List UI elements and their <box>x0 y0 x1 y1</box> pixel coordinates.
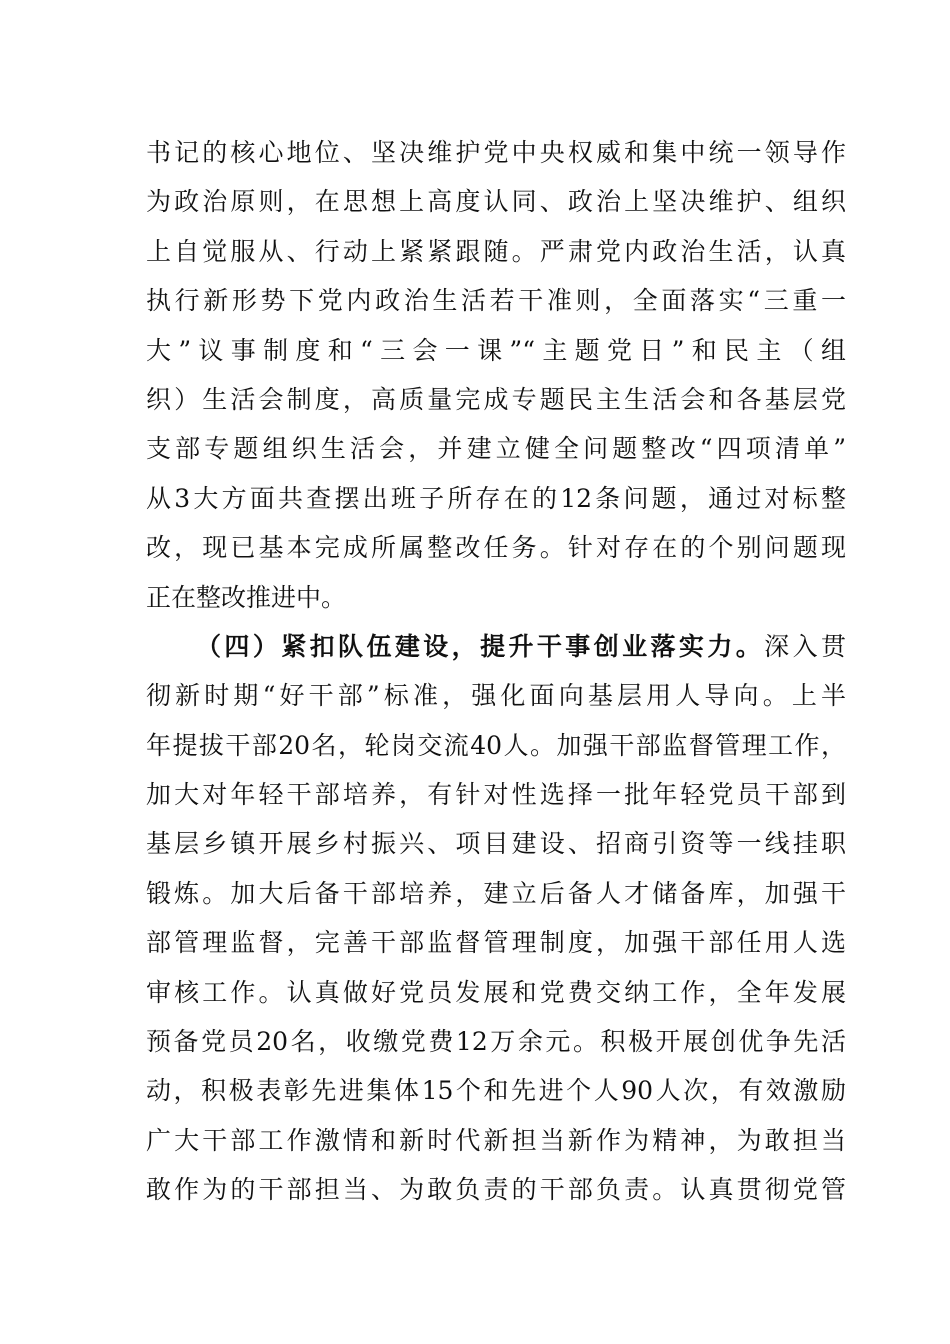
paragraph-1-line-9: 改，现已基本完成所属整改任务。针对存在的个别问题现 <box>146 533 846 563</box>
paragraph-2-line-12: 敢作为的干部担当、为敢负责的干部负责。认真贯彻党管 <box>146 1175 846 1205</box>
paragraph-2-line-11: 广大干部工作激情和新时代新担当新作为精神，为敢担当 <box>146 1125 846 1155</box>
paragraph-1-line-7: 支部专题组织生活会，并建立健全问题整改“四项清单” <box>146 434 846 464</box>
paragraph-1-line-6: 织）生活会制度，高质量完成专题民主生活会和各基层党 <box>146 384 846 414</box>
section-heading: （四）紧扣队伍建设，提升干事创业落实力。 <box>196 631 765 661</box>
body-text <box>146 128 846 1215</box>
paragraph-2-line-2: 彻新时期“好干部”标准，强化面向基层用人导向。上半 <box>146 681 846 711</box>
paragraph-2-line-1 <box>146 622 846 671</box>
paragraph-1-line-4: 执行新形势下党内政治生活若干准则，全面落实“三重一 <box>146 286 846 316</box>
paragraph-1-line-10: 正在整改推进中。 <box>146 582 347 612</box>
paragraph-2-line-7: 部管理监督，完善干部监督管理制度，加强干部任用人选 <box>146 928 846 958</box>
paragraph-2-line-6: 锻炼。加大后备干部培养，建立后备人才储备库，加强干 <box>146 878 846 908</box>
paragraph-1-line-5: 大”议事制度和“三会一课”“主题党日”和民主（组 <box>146 335 846 365</box>
paragraph-1-line-1: 书记的核心地位、坚决维护党中央权威和集中统一领导作 <box>146 138 846 167</box>
paragraph-2-line-9: 预备党员20名，收缴党费12万余元。积极开展创优争先活 <box>146 1027 846 1057</box>
paragraph-2-line-5: 基层乡镇开展乡村振兴、项目建设、招商引资等一线挂职 <box>146 829 846 859</box>
paragraph-1-line-8: 从3大方面共查摆出班子所存在的12条问题，通过对标整 <box>146 483 846 513</box>
paragraph-2-line-8: 审核工作。认真做好党员发展和党费交纳工作，全年发展 <box>146 977 846 1007</box>
paragraph-2-line-1-rest: 深入贯 <box>764 631 846 661</box>
paragraph-2-line-10: 动，积极表彰先进集体15个和先进个人90人次，有效激励 <box>146 1076 846 1106</box>
paragraph-1-line-3: 上自觉服从、行动上紧紧跟随。严肃党内政治生活，认真 <box>146 236 846 266</box>
paragraph-2-line-4: 加大对年轻干部培养，有针对性选择一批年轻党员干部到 <box>146 780 846 810</box>
paragraph-2-line-3: 年提拔干部20名，轮岗交流40人。加强干部监督管理工作， <box>146 730 846 760</box>
paragraph-1-line-2: 为政治原则，在思想上高度认同、政治上坚决维护、组织 <box>146 187 846 217</box>
